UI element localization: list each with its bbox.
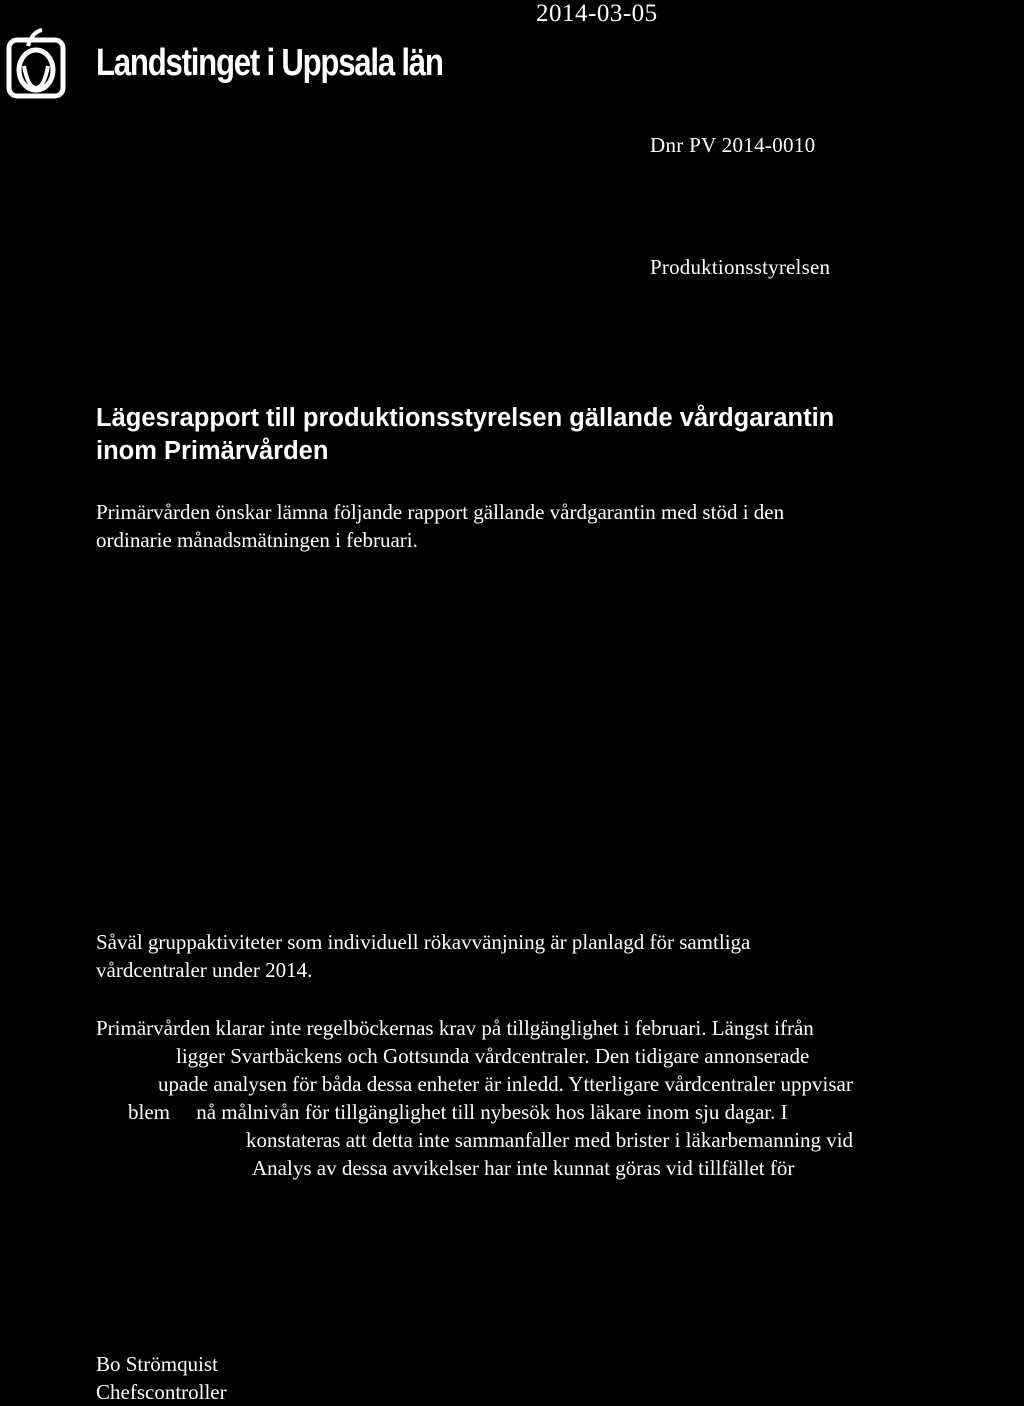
landstinget-logo-icon: [6, 26, 66, 100]
organization-name: Landstinget i Uppsala län: [96, 42, 443, 84]
accessibility-paragraph: [96, 1014, 1024, 1182]
text-line: blem nå målnivån för tillgänglighet till nybesök hos läkare inom sju dagar. I: [128, 1100, 788, 1124]
signature-name: Bo Strömquist: [96, 1352, 218, 1376]
text-line: Såväl gruppaktiviteter som individuell rökavvänjning är planlagd för samtliga: [96, 930, 751, 954]
text-line: upade analysen för båda dessa enheter är inledd. Ytterligare vårdcentraler uppvisar: [158, 1072, 853, 1096]
intro-paragraph: [96, 498, 784, 554]
text-line: ordinarie månadsmätningen i februari.: [96, 528, 418, 552]
text-line: Analys av dessa avvikelser har inte kunnat göras vid tillfället för: [252, 1156, 795, 1180]
text-line: ligger Svartbäckens och Gottsunda vårdcentraler. Den tidigare annonserade: [176, 1044, 810, 1068]
text-line: Primärvården önskar lämna följande rapport gällande vårdgarantin med stöd i den: [96, 500, 785, 524]
document-date: 2014-03-05: [536, 0, 658, 27]
smoking-cessation-paragraph: [96, 928, 750, 984]
recipient: Produktionsstyrelsen: [650, 255, 831, 279]
registration-number: Dnr PV 2014-0010: [650, 133, 816, 157]
title-line: inom Primärvården: [96, 437, 329, 465]
title-line: Lägesrapport till produktionsstyrelsen gällande vårdgarantin: [96, 404, 835, 432]
text-line: vårdcentraler under 2014.: [96, 958, 313, 982]
signature-role: Chefscontroller: [96, 1380, 227, 1404]
report-title: [96, 402, 834, 468]
text-line: konstateras att detta inte sammanfaller med brister i läkarbemanning vid: [246, 1128, 854, 1152]
text-line: Primärvården klarar inte regelböckernas krav på tillgänglighet i februari. Längst ifrån: [96, 1016, 814, 1040]
